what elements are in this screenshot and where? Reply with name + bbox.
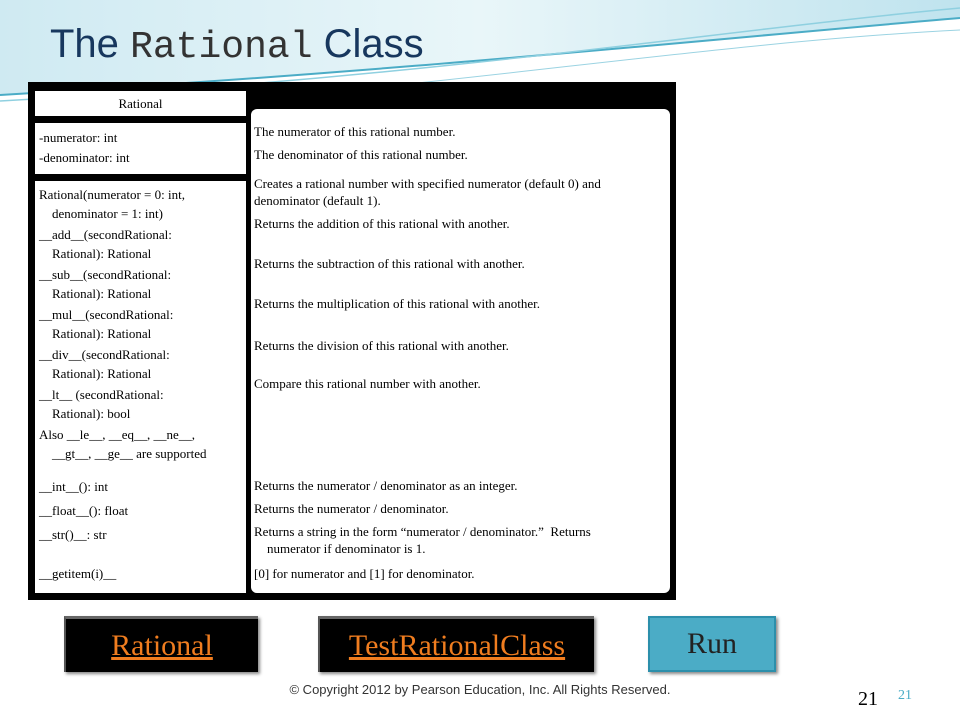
uml-diagram [28, 82, 676, 600]
title-code: Rational [130, 26, 313, 69]
uml-attribute: -numerator: int [39, 130, 118, 145]
copyright-text: © Copyright 2012 by Pearson Education, Inc. All Rights Reserved. [289, 682, 671, 697]
page-number: 21 [858, 688, 878, 710]
uml-method: __int__(): int [39, 479, 108, 494]
description-text: Returns the numerator / denominator. [254, 501, 449, 516]
test-rational-class-link-button[interactable]: TestRationalClass [318, 616, 594, 672]
uml-method: Rational(numerator = 0: int, denominator = 1: int) [39, 187, 185, 221]
title-suffix: Class [323, 22, 424, 66]
uml-method: __lt__ (secondRational: Rational): bool [39, 387, 164, 421]
rational-link-button[interactable]: Rational [64, 616, 258, 672]
uml-method: __float__(): float [39, 503, 129, 518]
uml-method: __mul__(secondRational: Rational): Rational [39, 307, 174, 341]
uml-method: __add__(secondRational: Rational): Rational [39, 227, 172, 261]
uml-attribute: -denominator: int [39, 150, 130, 165]
description-text: Returns the multiplication of this rational with another. [254, 296, 540, 311]
description-text: Returns the addition of this rational with another. [254, 216, 510, 231]
description-text: Creates a rational number with specified numerator (default 0) and denominator (default 1). [254, 176, 601, 208]
description-text: Compare this rational number with another. [254, 376, 481, 391]
uml-attributes [35, 123, 246, 181]
description-text: Returns the numerator / denominator as an integer. [254, 478, 518, 493]
description-text: Returns the subtraction of this rational with another. [254, 256, 525, 271]
uml-method: __str()__: str [39, 527, 107, 542]
title-prefix: The [50, 22, 119, 66]
description-text: The numerator of this rational number. [254, 124, 456, 139]
slide-title [50, 18, 424, 74]
description-text: Returns the division of this rational with another. [254, 338, 509, 353]
uml-method: __getitem(i)__ [39, 566, 117, 581]
slide-number: 21 [898, 688, 912, 703]
description-text: The denominator of this rational number. [254, 147, 468, 162]
uml-method: __sub__(secondRational: Rational): Rational [39, 267, 172, 301]
description-text: [0] for numerator and [1] for denominator. [254, 566, 475, 581]
uml-method: Also __le__, __eq__, __ne__, __gt__, __ge__ are supported [39, 427, 207, 461]
uml-method: __div__(secondRational: Rational): Rational [39, 347, 170, 381]
uml-class-name: Rational [35, 91, 246, 123]
description-text: Returns a string in the form “numerator / denominator.” Returns numerator if denominator is 1. [254, 524, 591, 556]
description-panel [251, 109, 670, 593]
uml-class-box [35, 91, 246, 593]
run-button[interactable]: Run [648, 616, 776, 672]
uml-methods [35, 181, 246, 583]
